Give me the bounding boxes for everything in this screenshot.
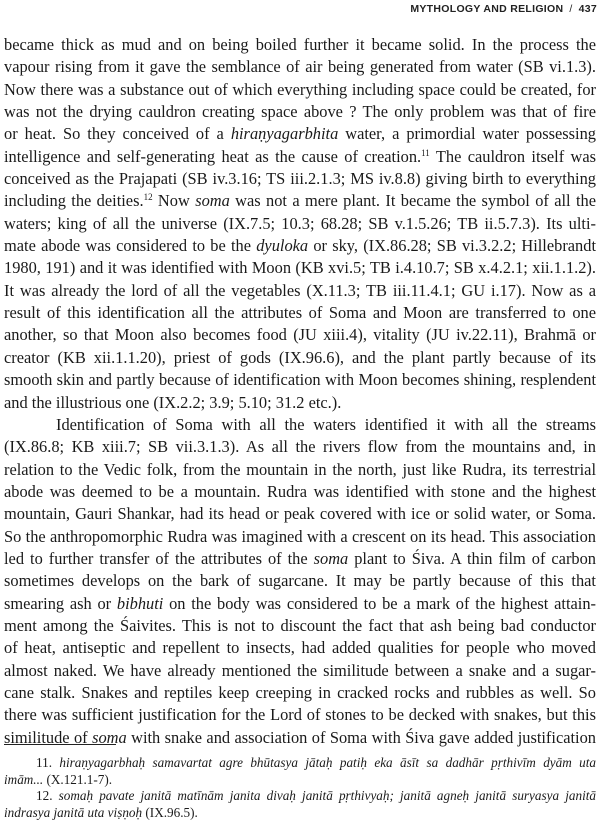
italic-term: soma [313, 548, 349, 568]
footnote-ref-12[interactable]: 12 [143, 192, 153, 203]
footnote-divider [4, 744, 116, 745]
text-line: sometimes develops on the bark of sugarcane. It may be partly because of this that [4, 571, 596, 591]
text-line: 1980, 191) and it was identified with Moon (KB xvi.5; TB i.4.10.7; SB x.4.2.1; xii.1.1.2). [4, 258, 596, 278]
text-span: on the body was considered to be a mark of the highest attain- [163, 593, 596, 613]
section-title: MYTHOLOGY AND RELIGION [410, 3, 564, 15]
footnotes [4, 755, 596, 821]
text-line: was not the drying cauldron creating space above ? The only problem was that of fire [4, 102, 596, 122]
text-line: became thick as mud and on being boiled further it became solid. In the process the [4, 35, 596, 54]
text-line [4, 190, 596, 212]
text-line: ment among the Śaivites. This is not to discount the fact that ash being bad conductor [4, 615, 596, 635]
text-line: there was sufficient justification for the Lord of stones to be decked with snakes, but this [4, 705, 596, 725]
text-span: water, a primordial water possessing [338, 124, 596, 144]
text-line: result of this identification all the attributes of Soma and Moon are transferred to one [4, 303, 596, 323]
text-span: with snake and association of Soma with Śiva gave added justification [126, 727, 596, 747]
page-number: 437 [578, 3, 597, 15]
text-line: mountain, Gauri Shankar, had its head or peak covered with ice or solid water, or Soma. [4, 504, 596, 524]
footnote-italic-text: indrasya janitā uta viṣṇoḥ [4, 804, 143, 820]
text-line: creator (KB xii.1.1.20), priest of gods (IX.96.6), and the plant partly because of its [4, 347, 596, 367]
italic-term: soma [92, 727, 127, 747]
text-line: relation to the Vedic folk, from the mountain in the north, just like Rudra, its terrestrial [4, 459, 596, 479]
text-span: led to further transfer of the attributes of the [4, 548, 314, 568]
footnote-12-continued [4, 805, 596, 821]
footnote-italic-text: imām... [4, 771, 44, 787]
text-line: smooth skin and partly because of identification with Moon becomes shining, resplendent [4, 370, 596, 390]
italic-term: hiraṇyagarbhita [230, 124, 339, 144]
text-span: Now [152, 191, 196, 211]
text-span: including the deities. [4, 191, 144, 211]
running-head [410, 3, 597, 15]
footnote-reference: (IX.96.5). [142, 804, 198, 820]
text-line: abode was deemed to be a mountain. Rudra was identified with stone and the highest [4, 481, 596, 501]
italic-term: soma [195, 191, 230, 211]
text-span: plant to Śiva. A thin film of carbon [348, 548, 596, 568]
text-line [4, 727, 596, 749]
italic-term: dyuloka [256, 236, 309, 256]
italic-term: bibhuti [116, 593, 164, 613]
footnote-number: 11. [36, 755, 52, 770]
text-line: another, so that Moon also becomes food (JU xiii.4), vitality (JU iv.22.11), Brahmā or [4, 325, 596, 345]
footnote-ref-11[interactable]: 11 [421, 147, 430, 158]
text-span: or heat. So they conceived of a [4, 124, 231, 144]
footnote-number: 12. [36, 788, 53, 804]
text-line: almost naked. We have already mentioned the similitude between a snake and a sugar- [4, 660, 596, 680]
text-line: (IX.86.8; KB xiii.7; SB vii.3.1.3). As all the rivers flow from the mountains and, in [4, 437, 596, 457]
text-span: or sky, (IX.86.28; SB vi.3.2.2; Hillebrandt [308, 236, 597, 256]
text-line [4, 235, 596, 257]
text-span: The cauldron itself was [429, 146, 597, 166]
footnote-11-continued [4, 772, 596, 789]
footnote-11 [4, 755, 596, 772]
footnote-italic-text: somaḥ pavate janitā matīnām janita divaḥ janitā pṛthivyaḥ; janitā agneḥ janitā suryasya janitā [58, 788, 596, 804]
text-line: conceived as the Prajapati (SB iv.3.16; TS iii.2.1.3; MS iv.8.8) giving birth to everything [4, 169, 596, 189]
text-line: Now there was a substance out of which everything including space could be created, for [4, 79, 596, 99]
header-separator: / [569, 3, 573, 15]
text-line: So the anthropomorphic Rudra was imagined with a crescent on its head. This association [4, 526, 596, 546]
text-line: It was already the lord of all the vegetables (X.11.3; TB iii.11.4.1; GU i.17). Now as a [4, 280, 596, 300]
text-span: was not a mere plant. It became the symbol of all the [229, 191, 596, 211]
paragraph-start-line: Identification of Soma with all the waters identified it with all the streams [56, 414, 596, 434]
body-text [4, 34, 596, 749]
footnote-reference: (X.121.1-7). [43, 771, 113, 787]
text-line: and the illustrious one (IX.2.2; 3.9; 5.10; 31.2 etc.). [4, 392, 342, 412]
text-line: of heat, antiseptic and repellent to insects, had added qualities for people who moved [4, 638, 596, 658]
text-line [4, 146, 596, 168]
text-line: vapour rising from it gave the semblance of air being generated from water (SB vi.1.3). [4, 57, 596, 77]
text-line: cane stalk. Snakes and reptiles keep creeping in cracked rocks and rubbles as well. So [4, 682, 596, 702]
text-span: intelligence and self-generating heat as the cause of creation. [4, 146, 422, 166]
text-span: mate abode was considered to be the [4, 236, 257, 256]
text-span: similitude of [4, 727, 93, 747]
text-line: waters; king of all the universe (IX.7.5; 10.3; 68.28; SB v.1.5.26; TB ii.5.7.3). Its ulti- [4, 213, 596, 233]
text-line [4, 548, 596, 570]
footnote-12 [4, 788, 596, 805]
text-line [4, 593, 596, 615]
text-line [4, 123, 596, 145]
text-span: smearing ash or [4, 593, 117, 613]
footnote-italic-text: hiraṇyagarbhaḥ samavartat agre bhūtasya jātaḥ patiḥ eka āsīt sa dadhār pṛthivīm dyām uta [59, 755, 597, 770]
